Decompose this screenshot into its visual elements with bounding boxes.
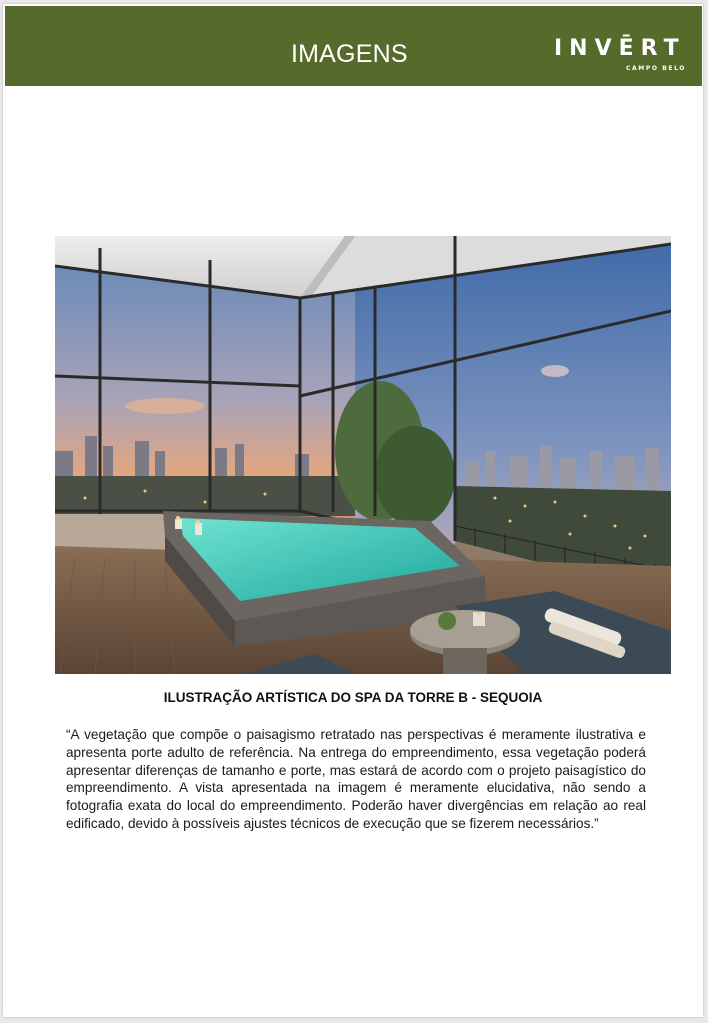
image-caption: ILUSTRAÇÃO ARTÍSTICA DO SPA DA TORRE B - SEQUOIA bbox=[163, 690, 543, 705]
spa-rendering-illustration bbox=[55, 236, 671, 674]
brand-logo-wordmark: INVĒRT bbox=[554, 36, 686, 61]
document-page bbox=[3, 4, 703, 1017]
disclaimer-text: “A vegetação que compõe o paisagismo retratado nas perspectivas é meramente ilustrativa e apresenta porte adulto de referência. Na entrega do empreendimento, essa vegetação poderá apresentar diferenças de tamanho e porte, mas estará de acordo com o projeto paisagístico do empreendimento. A vista apresentada na imagem é meramente elucidativa, não sendo a fotografia exata do local do empreendimento. Poderão haver divergências em relação ao real edificado, devido à possíveis ajustes técnicos de execução que se fizerem necessários.” bbox=[66, 727, 646, 831]
brand-logo bbox=[554, 34, 696, 76]
page-header bbox=[5, 6, 702, 86]
spa-rendering-image bbox=[55, 236, 671, 674]
brand-logo-subtitle: CAMPO BELO bbox=[626, 65, 686, 72]
header-title: IMAGENS bbox=[291, 40, 408, 68]
